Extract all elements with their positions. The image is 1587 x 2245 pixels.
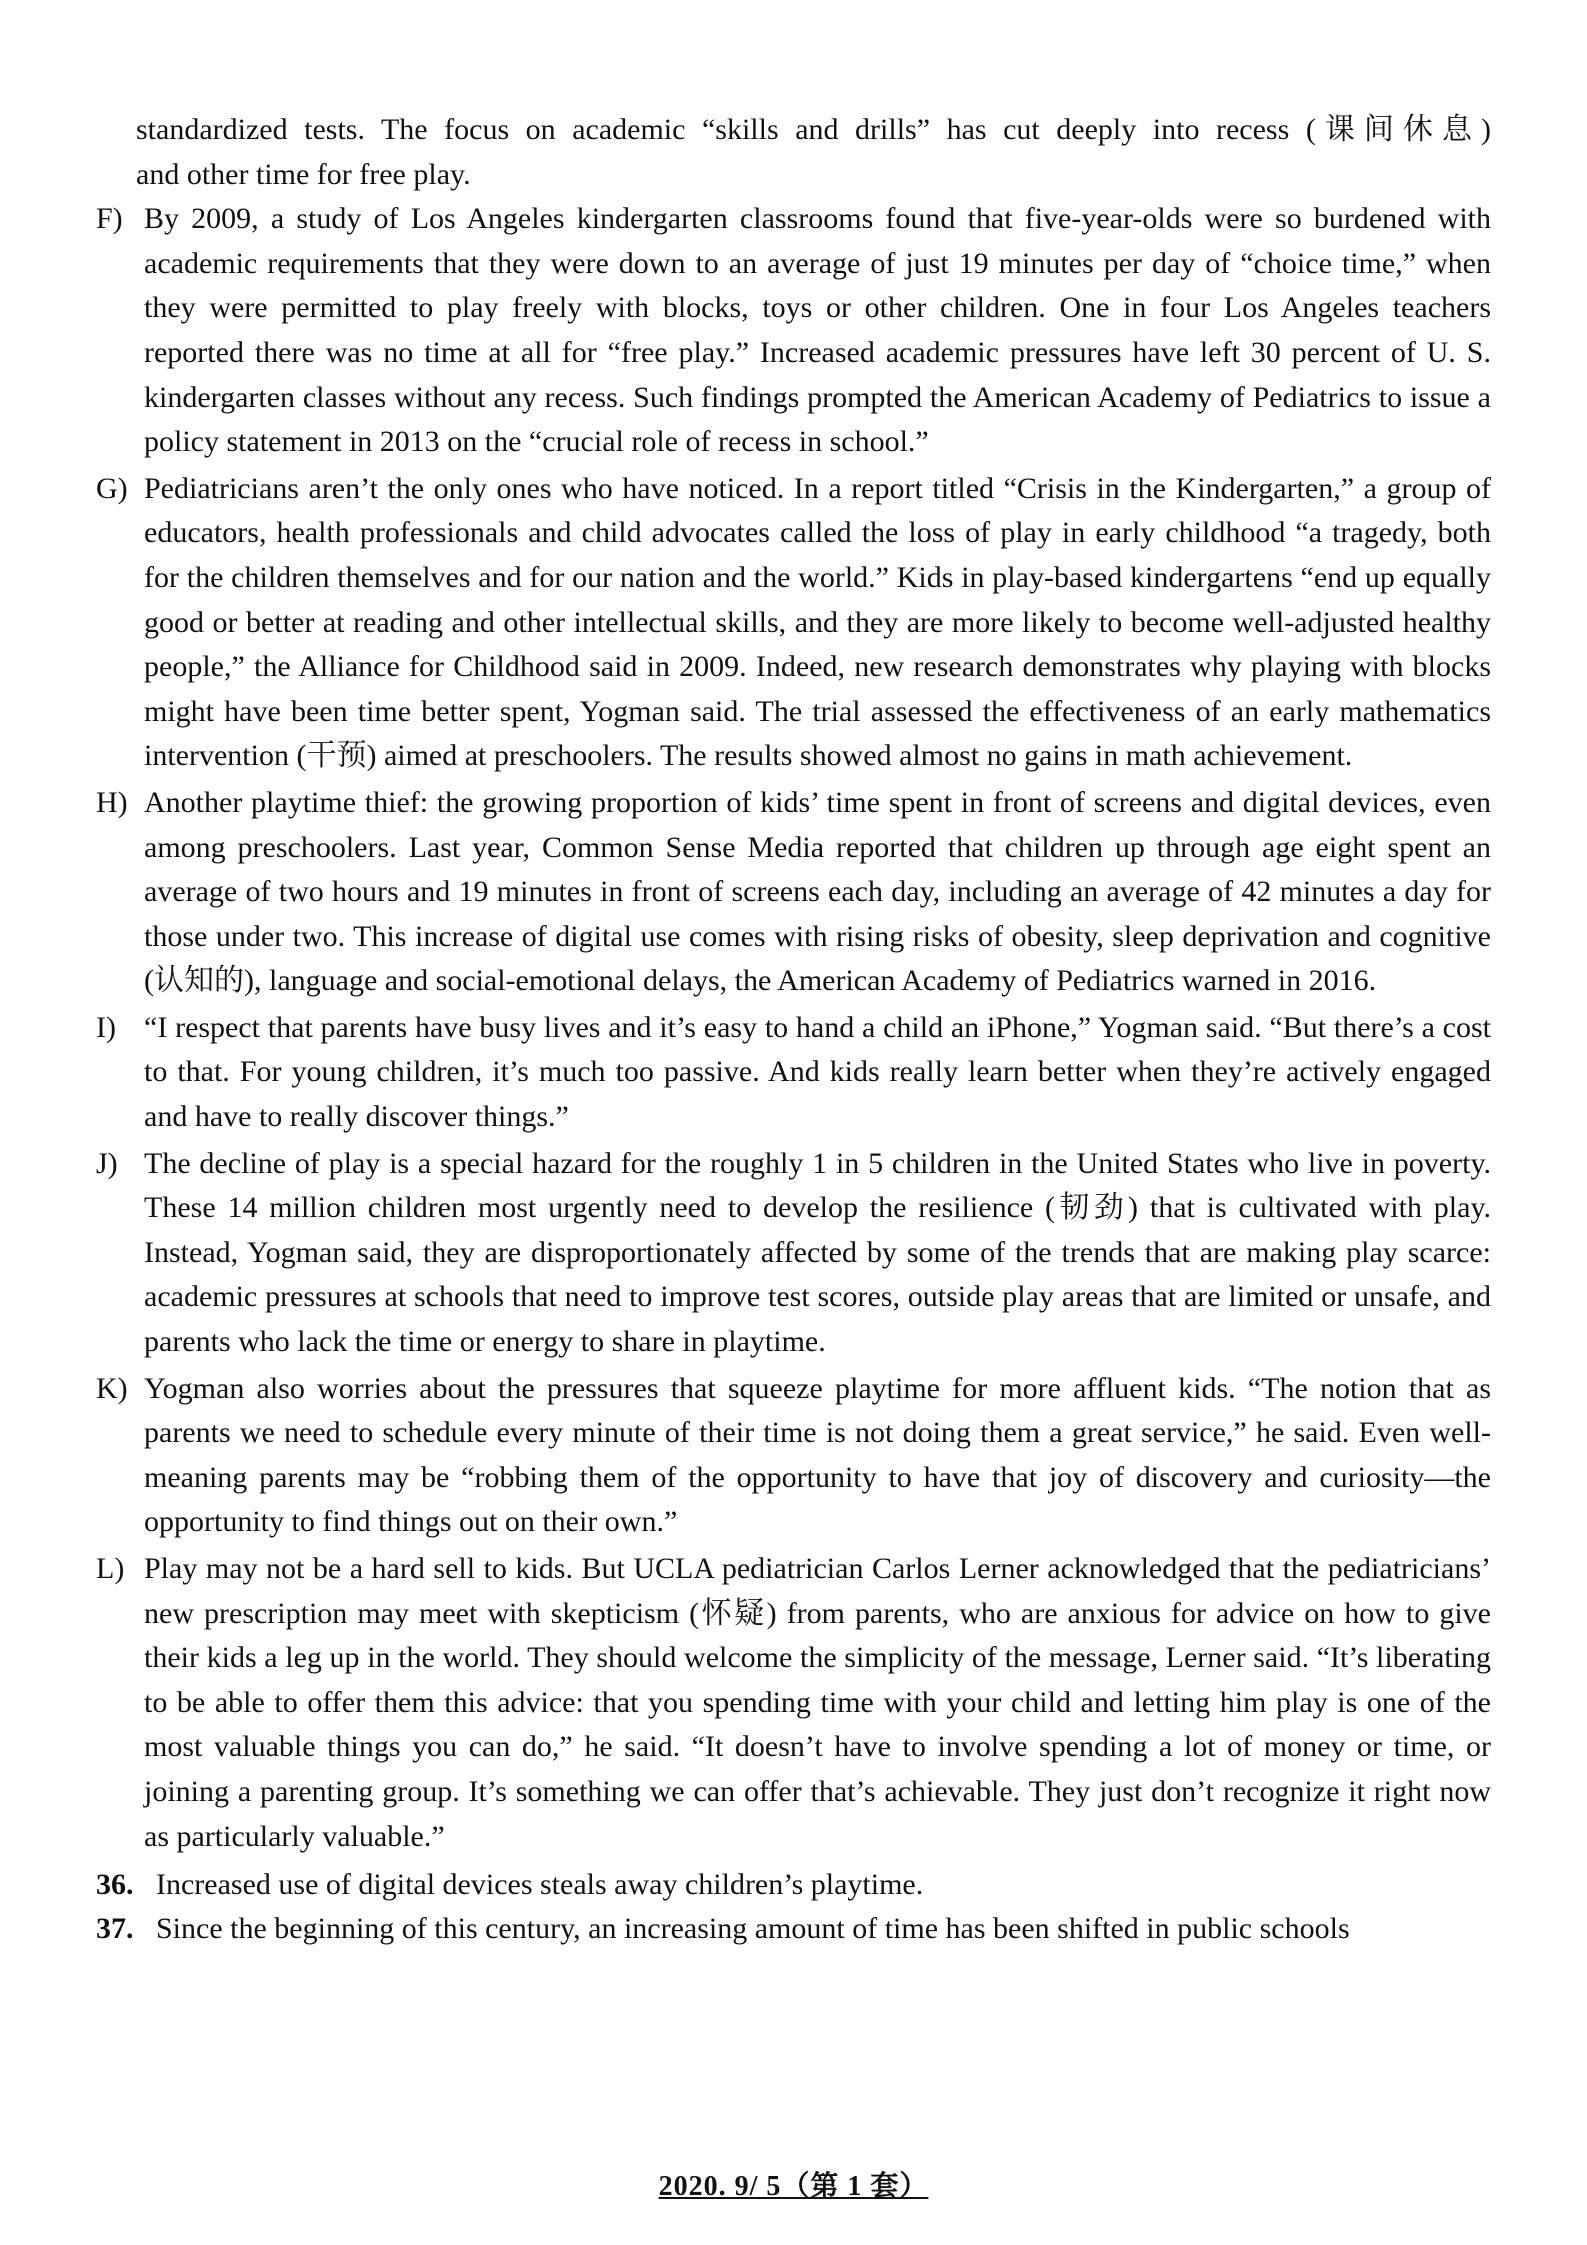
paragraph-text: “I respect that parents have busy lives and it’s easy to hand a child an iPhone,” Yogman said. “But there’s a cost to that. For young children, it’s much too passive. And kids really learn better when they’re actively engaged and have to really discover things.”	[144, 1010, 1491, 1134]
paragraph-text: The decline of play is a special hazard for the roughly 1 in 5 children in the United States who live in poverty. These 14 million children most urgently need to develop the resilience (韧劲) that is cultivated with play. Instead, Yogman said, they are disproportionately affected by some of the trends that are making play scarce: academic pressures at schools that need to improve test scores, outside play areas that are limited or unsafe, and parents who lack the time or energy to share in playtime.	[144, 1146, 1491, 1359]
question-37	[96, 1907, 1491, 1951]
question-number: 37.	[96, 1912, 134, 1946]
paragraph-label: I)	[96, 1010, 116, 1044]
paragraph-text: By 2009, a study of Los Angeles kindergarten classrooms found that five-year-olds were so burdened with academic requirements that they were down to an average of just 19 minutes per day of “choice time,” when they were permitted to play freely with blocks, toys or other children. One in four Los Angeles teachers reported there was no time at all for “free play.” Increased academic pressures have left 30 percent of U. S. kindergarten classes without any recess. Such findings prompted the American Academy of Pediatrics to issue a policy statement in 2013 on the “crucial role of recess in school.”	[144, 202, 1491, 459]
paragraph-i	[96, 1006, 1491, 1140]
page-footer	[0, 2164, 1587, 2204]
paragraph-l	[96, 1547, 1491, 1859]
intro-line-2: and other time for free play.	[136, 157, 471, 191]
paragraph-text: Play may not be a hard sell to kids. But UCLA pediatrician Carlos Lerner acknowledged that the pediatricians’ new prescription may meet with skepticism (怀疑) from parents, who are anxious for advice on how to give their kids a leg up in the world. They should welcome the simplicity of the message, Lerner said. “It’s liberating to be able to offer them this advice: that you spending time with your child and letting him play is one of the most valuable things you can do,” he said. “It doesn’t have to involve spending a lot of money or time, or joining a parenting group. It’s something we can offer that’s achievable. They just don’t recognize it right now as particularly valuable.”	[144, 1552, 1491, 1853]
paragraph-text: Yogman also worries about the pressures that squeeze playtime for more affluent kids. “The notion that as parents we need to schedule every minute of their time is not doing them a great service,” he said. Even well-meaning parents may be “robbing them of the opportunity to have that joy of discovery and curiosity—the opportunity to find things out on their own.”	[144, 1371, 1491, 1539]
paragraph-label: G)	[96, 471, 128, 505]
paragraph-h	[96, 781, 1491, 1004]
paragraph-text: Another playtime thief: the growing proportion of kids’ time spent in front of screens and digital devices, even among preschoolers. Last year, Common Sense Media reported that children up through age eight spent an average of two hours and 19 minutes in front of screens each day, including an average of 42 minutes a day for those under two. This increase of digital use comes with rising risks of obesity, sleep deprivation and cognitive (认知的), language and social-emotional delays, the American Academy of Pediatrics warned in 2016.	[144, 785, 1491, 998]
question-number: 36.	[96, 1868, 134, 1902]
paragraph-label: K)	[96, 1371, 128, 1405]
paragraph-label: H)	[96, 785, 128, 819]
footer-page-number: 2020. 9/ 5（第 1 套）	[658, 2171, 929, 2202]
question-text: Increased use of digital devices steals away children’s playtime.	[156, 1868, 924, 1902]
question-36	[96, 1863, 1491, 1907]
paragraph-j	[96, 1142, 1491, 1365]
paragraph-label: J)	[96, 1146, 118, 1180]
paragraph-text: Pediatricians aren’t the only ones who have noticed. In a report titled “Crisis in the Kindergarten,” a group of educators, health professionals and child advocates called the loss of play in early childhood “a tragedy, both for the children themselves and for our nation and the world.” Kids in play-based kindergartens “end up equally good or better at reading and other intellectual skills, and they are more likely to become well-adjusted healthy people,” the Alliance for Childhood said in 2009. Indeed, new research demonstrates why playing with blocks might have been time better spent, Yogman said. The trial assessed the effectiveness of an early mathematics intervention (干预) aimed at preschoolers. The results showed almost no gains in math achievement.	[144, 471, 1491, 773]
paragraph-label: F)	[96, 202, 123, 236]
paragraph-g	[96, 467, 1491, 779]
paragraph-k	[96, 1367, 1491, 1545]
intro-line-1: standardized tests. The focus on academic “skills and drills” has cut deeply into recess (课间休息)	[136, 113, 1491, 146]
intro-block	[96, 108, 1491, 197]
paragraph-f	[96, 197, 1491, 465]
paragraph-label: L)	[96, 1552, 125, 1585]
question-text: Since the beginning of this century, an increasing amount of time has been shifted in public schools	[156, 1912, 1350, 1946]
